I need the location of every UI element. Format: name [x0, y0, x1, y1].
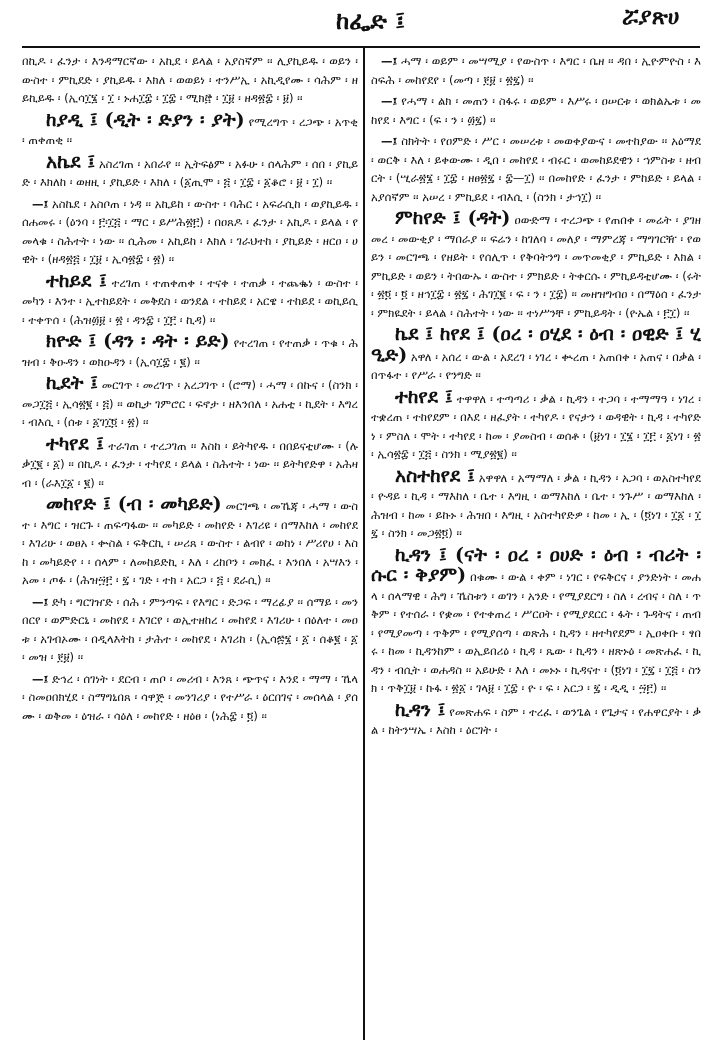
- entry-definition: መርገጥ ፡ መረገጥ ፡ አረጋገጥ ፡ (ሮማ) ፡ ሓማ ፡ በኩና ፡ (ስንክ ፡ መጋ፲፭ ፡ ኢሳ፳፪ ፡ ፭) ፡፡ ወኪታ ገምሮር ፡ ፍኖታ ፡ ዘእንበለ ፡ አሐቲ ፡ ኪደት ፡ እግረ ፡ ብእሲ ፡ (ሰቱ ፡ ፩ገ፲፬ ፡ ፳) ፡፡: [22, 378, 358, 429]
- entry-definition: አዋዋለ ፡ አማማለ ፡ ቃል ፡ ኪዳን ፡ አጋባ ፡ ወአስተካየደ ፡ ዮዳይ ፡ ኪዳ ፡ ማእከለ ፡ ቤተ ፡ እግዚ ፡ ወማእከለ ፡ ቤተ ፡ ንጉሥ ፡ ወማእከለ ፡ ሕዝብ ፡ ከመ ፡ ይኩኑ ፡ ሕዝበ ፡ እግዚ ፡ አስተካየድዎ ፡ ከመ ፡ ኢ ፡ (፬ነገ ፡ ፲፩ ፡ ፲፯ ፡ ስንክ ፡ መጋ፳፬) ፡፡: [371, 470, 701, 540]
- entry-definition: ስክትት ፡ የዐምድ ፡ ሥር ፡ መሠረቱ ፡ መወቀያውና ፡ መተከያው ፡፡ አዕማደ ፡ ወርቅ ፡ እለ ፡ ይቀውሙ ፡ ዲበ ፡ መከየደ ፡ ብሩር ፡ ወመከይደዊን ፡ ኀምስቱ ፡ ዘብርት ፡ (ሢራ፳፮ ፡ ፲፰ ፡ ዘፀ፳፯ ፡ ፰—፲) ፡፡ በመከየድ ፡ ፈንታ ፡ ምከይድ ፡ ይላል ፡ አያሰኛም ፡፡ አሠረ ፡ ምኪይደ ፡ ብእሲ ፡ (ስንክ ፡ ታኅ፲) ፡፡: [371, 134, 701, 204]
- entry-definition: አዋለ ፡ አሰረ ፡ ውል ፡ አደረገ ፡ ነገረ ፡ ቊረጠ ፡ አጠበቀ ፡ አጠና ፡ በቃል ፡ በጥፋተ ፡ የሥራ ፡ የንግድ ፡፡: [371, 349, 701, 382]
- entry-sense-marker: —፤: [381, 94, 398, 108]
- entry-headword: ተከይደ ፤: [46, 269, 107, 292]
- entry-headword: ኪዳን ፤: [395, 698, 446, 721]
- page-header: [0, 0, 718, 46]
- dictionary-entry: [371, 464, 701, 543]
- dictionary-entry: [371, 209, 701, 322]
- entry-headword: ኬደ ፤ ከየደ ፤ (ዐረ ፡ ዐሂደ ፡ ዕብ ፡ ዐዊድ ፤ ሂዒድ): [371, 323, 701, 366]
- column-divider: [363, 48, 365, 1040]
- dictionary-entry: [22, 432, 358, 493]
- dictionary-entry: [22, 593, 358, 667]
- header-rule: [22, 46, 700, 48]
- dictionary-entry: [22, 269, 358, 330]
- page-number: ሯያጽሀ: [622, 4, 680, 30]
- entry-definition: ተዋዋለ ፡ ተጣጣሪ ፡ ቃል ፡ ኪዳን ፡ ተጋባ ፡ ተማማዓ ፡ ነገረ ፡ ተቋረጠ ፡ ተከየደም ፡ በእደ ፡ ዘፈያት ፡ ተካየዶ ፡ የናታን ፡ ወዳዊት ፡ ኪዳ ፡ ተካየድነ ፡ ምስለ ፡ ሞት ፡ ተካየደ ፡ ከመ ፡ ያመስብ ፡ ወሰቶ ፡ (፱ነገ ፡ ፲፮ ፡ ፲፫ ፡ ፩ነገ ፡ ፳ ፡ ኢሳ፳፰ ፡ ፲፭ ፡ ስንክ ፡ ሚያ፳፪) ፡፡: [371, 391, 701, 461]
- entry-sense-marker: —፤: [32, 671, 49, 686]
- entry-definition: አስረገጠ ፡ አበራየ ፡፡ ኢትፍፅም ፡ አፉሁ ፡ ሰላሕም ፡ ሰበ ፡ ያኪይድ ፡ እክለከ ፡ ወዘዚ ፡ ያኪይድ ፡ እክለ ፡ (፩ጢሞ ፡ ፭ ፡ ፲፰ ፡ ፩ቆሮ ፡ ፱ ፡ ፲) ፡፡: [22, 156, 358, 189]
- entry-headword: ክዮድ ፤ (ዳን ፡ ዳት ፡ ይድ): [46, 330, 230, 352]
- dictionary-entry: [22, 374, 358, 432]
- entry-definition: ተራገጠ ፡ ተረጋገጠ ፡፡ እስከ ፡ ይትካየዱ ፡ በበይናቲሆሙ ፡ (ሉቃ፲፪ ፡ ፩) ፡፡ በኪዶ ፡ ፈንታ ፡ ተካየደ ፡ ይላል ፡ ስሕተት ፡ ነው ፡፡ ይትካየድዋ ፡ አሕዛብ ፡ (ራእ፲፩ ፡ ፪) ፡፡: [22, 438, 358, 490]
- entry-headword: ተካየደ ፤: [46, 432, 104, 455]
- entry-headword: ኪደት ፤: [46, 372, 98, 394]
- entry-sense-marker: —፤: [381, 54, 398, 68]
- dictionary-entry: [22, 495, 358, 590]
- dictionary-entry: [371, 132, 701, 206]
- dictionary-entry: [22, 670, 358, 726]
- entry-sense-marker: —፤: [381, 134, 398, 148]
- dictionary-entry: [22, 150, 358, 192]
- dictionary-entry: [22, 195, 358, 269]
- entry-definition: አስኬደ ፡ አስቦጠ ፡ ነዳ ፡፡ አኪይከ ፡ ውስተ ፡ ባሕር ፡ አፍራሲከ ፡ ወያኪይዱ ፡ ሰሐመሩ ፡ (ዕንባ ፡ ፫፡፲፭ ፡ ማር ፡ ይሥሕ፳፫) ፡ በዐጸዶ ፡ ፈንታ ፡ አኪዶ ፡ ይላል ፡ የመላቁ ፡ ስሕተት ፡ ነው ፡፡ ሲሕመ ፡ አኪይከ ፡ እክለ ፡ ገራህተከ ፡ ያኪይድ ፡ ዘርዐ ፡ ሀዊት ፡ (ዘዳ፳፭ ፡ ፲፱ ፡ ኢሳ፳፰ ፡ ፳) ፡፡: [22, 196, 358, 266]
- dictionary-entry: [371, 52, 701, 89]
- left-column: [22, 52, 358, 1040]
- entry-sense-marker: —፤: [32, 594, 49, 609]
- entry-definition: በቁሙ ፡ ውል ፡ ቀም ፡ ነገር ፡ የፍቅርና ፡ ያንድነት ፡ መሐላ ፡ ሰላማዊ ፡ ሕግ ፡ ኼስቱን ፡ ወገን ፡ አንድ ፡ የሚያደርግ ፡ ስለ ፡ ረብና ፡ ስለ ፡ ጥቅም ፡ የተሰራ ፡ የቋመ ፡ የተቀጠረ ፡ ሥርዐት ፡ የሚያደርር ፡ ፋት ፡ ጉዳትና ፡ ጠብ ፡ የሚያመጣ ፡ ጥቅም ፡ የሚያሰጣ ፡ ወጽሕ ፡ ኪዳን ፡ ዘተካየደም ፡ ኢዐቀቡ ፡ ፃበሩ ፡ ከመ ፡ ኪዳንከም ፡ ወኢይበሪዕ ፡ ኪዳ ፡ ጼው ፡ ኪዳን ፡ ዘጽኑዕ ፡ መጽሐፈ ፡ ኪዳን ፡ ብሲት ፡ ወሐዳስ ፡፡ አይሁድ ፡ እለ ፡ መኑኑ ፡ ኪዳናተ ፡ (፬ነገ ፡ ፲፯ ፡ ፲፭ ፡ ስንክ ፡ ጥቅ፲፱ ፡ ኩፋ ፡ ፳፩ ፡ ገላ፱ ፡ ፲፰ ፡ ዮ ፡ ፍ ፡ አርጋ ፡ ፯ ፡ ዲዲ ፡ ፵፫) ፡፡: [371, 570, 701, 695]
- entry-definition: በኪዶ ፡ ፈንታ ፡ እንዳማርኛው ፡ አኪደ ፡ ይላል ፡ አያስኛም ፡፡ ሊያኪይዱ ፡ ወይን ፡ ውስተ ፡ ምኪደድ ፡ ያኪይዱ ፡ እክለ ፡ ወወይነ ፡ ተንሥኢ ፡ አኪዲየሙ ፡ ሳሕም ፡ ዘይኪይዱ ፡ (ኢሳ፲፮ ፡ ፲ ፡ ኑሐ፲፰ ፡ ፲፰ ፡ ሚክ፸ ፡ ፲፱ ፡ ዘዳ፳፰ ፡ ፱) ፡፡: [22, 54, 358, 105]
- right-column: [371, 52, 701, 1040]
- dictionary-entry: [371, 325, 701, 385]
- entry-definition: የሚረግጥ ፡ ረጋጭ ፡ አጥቂ ፡ ጠቀጠቂ ፡፡: [22, 114, 358, 147]
- entry-definition: ድኅረ ፡ ሰገነት ፡ ደርብ ፡ ጠቦ ፡ መሪብ ፡ እንጸ ፡ ጭጥና ፡ እንደ ፡ ማማ ፡ ኼላ ፡ ስመዐበክሂደ ፡ ስማግኒበጸ ፡ ሳዋጅ ፡ መንገሪያ ፡ የተሥራ ፡ ዕርበገና ፡ መሰላል ፡ ያሰሙ ፡ ወቅመ ፡ ዕዝራ ፡ ሳዕለ ፡ መከየድ ፡ ዘዕፀ ፡ (ነሕ፰ ፡ ፬) ፡፡: [22, 671, 358, 723]
- dictionary-entry: [371, 92, 701, 129]
- running-head: ከፌድ ፤: [336, 6, 406, 35]
- entry-headword: ምከየድ ፤ (ዳት): [395, 207, 511, 229]
- dictionary-entry: [22, 332, 358, 371]
- entry-definition: የተረገጠ ፡ የተጠቃ ፡ ጥቁ ፡ ሕዝብ ፡ ቅዑዳን ፡ ወክዑዳን ፡ (ኢሳ፲፰ ፡ ፪) ፡፡: [22, 336, 358, 369]
- dictionary-entry: [371, 385, 701, 464]
- entry-definition: ዐውድማ ፡ ተረጋጭ ፡ የጠበቀ ፡ መሬት ፡ ያገዘመረ ፡ መውቂያ ፡ ማበራያ ፡፡ ፍሬን ፡ ከገለባ ፡ መለያ ፡ ማምረጃ ፡ ማግገርዥ ፡ የወይን ፡ መርገጫ ፡ የዘይት ፡ የሰሊጥ ፡ የቅባትንግ ፡ መጥመቂያ ፡ ምኪይድ ፡ እክል ፡ ምኪይድ ፡ ወይን ፡ ትበውኡ ፡ ውስተ ፡ ምክይድ ፡ ትቀርሱ ፡ ምኪይዳቲሆሙ ፡ (ሩት ፡ ፳፬ ፡ ፬ ፡ ዘኅ፲፰ ፡ ፳፯ ፡ ሕገ፲፪ ፡ ፍ ፡ ን ፡ ፲፰) ፡፡ መዘዝግብዐ ፡ በማዕሰ ፡ ፈንታ ፡ ምክዪደት ፡ ይላል ፡ ስሕተት ፡ ነው ፡፡ ተነሥንቸ ፡ ምኪይዳት ፡ (ዮኤል ፡ ፫፲) ፡፡: [371, 213, 701, 320]
- entry-definition: ድካ ፡ ግርገዠድ ፡ ሰሕ ፡ ምንጣፍ ፡ የእግር ፡ ድጋፍ ፡ ማረፊያ ፡፡ ሰማይ ፡ መንበርየ ፡ ወምድርኒ ፡ መከየደ ፡ እገርየ ፡ ወኢተዘከረ ፡ መከየደ ፡ እገሪሁ ፡ በዕለተ ፡ መዐቱ ፡ አገብኦሙ ፡ በዲላእትከ ፡ ታሕተ ፡ መከየደ ፡ እገሪከ ፡ (ኢሳ፷፮ ፡ ፩ ፡ ሰቆ፪ ፡ ፩ ፡ መዝ ፡ ፻፱) ፡፡: [22, 594, 358, 664]
- entry-headword: አስተከየደ ፤: [395, 464, 475, 487]
- entry-definition: ሓማ ፡ ወይም ፡ መሣሚያ ፡ የውስጥ ፡ እግር ፡ ቤዘ ፡፡ ዳበ ፡ ኢዮምዮስ ፡ እስፍሕ ፡ መከየደየ ፡ (መጣ ፡ ፻፱ ፡ ፳፯) ፡፡: [371, 54, 701, 87]
- entry-definition: መርገጫ ፡ መኼጃ ፡ ሓማ ፡ ውስተ ፡ እግር ፡ ዝርጉ ፡ ጠፍጣፋው ፡፡ መካይድ ፡ መከየድ ፡ እገሪዩ ፡ በማእከለ ፡ መከየደ ፡ እገሪሁ ፡ ወፀአ ፡ ቍስል ፡ ፍቅርኪ ፡ ሠሪጸ ፡ ውስተ ፡ ልብየ ፡ ወከነ ፡ ሥሪየሀ ፡ እስከ ፡ መካይድየ ፡ ፡ ሰላም ፡ ለመከይድኪ ፡ እለ ፡ ረከቦን ፡ መክፈ ፡ እንበለ ፡ አሣእን ፡ አመ ፡ ጦፉ ፡ (ሕዝ፵፫ ፡ ፯ ፡ ገድ ፡ ተክ ፡ አርጋ ፡ ፭ ፡ ደራሲ) ፡፡: [22, 499, 358, 587]
- entry-headword: ከያዲ ፤ (ዲት ፡ ድያን ፡ ያት): [46, 108, 245, 131]
- entry-sense-marker: —፤: [32, 196, 49, 211]
- entry-headword: ኪዳን ፤ (ናት ፡ ዐረ ፡ ዐሀድ ፡ ዕብ ፡ ብሪት ፡ ሱር ፡ ቅያም): [371, 543, 701, 586]
- dictionary-entry: [22, 108, 358, 150]
- entry-headword: ተከየደ ፤: [395, 385, 453, 408]
- entry-definition: ተረገጠ ፡ ተጠቀጠቀ ፡ ተናቀ ፡ ተጠቃ ፡ ተጨቈነ ፡ ውስተ ፡ መካን ፡ እንተ ፡ ኢተከይደት ፡ መቅደስ ፡ ወንደል ፡ ተከይደ ፡ አርዌ ፡ ተከይደ ፡ ወኪይሲ ፡ ተቀጥሰ ፡ (ሕዝ፴፱ ፡ ፳ ፡ ዳን፰ ፡ ፲፫ ፡ ኪዳ) ፡፡: [22, 275, 358, 327]
- dictionary-entry: [371, 543, 701, 698]
- dictionary-entry: [371, 698, 701, 740]
- dictionary-entry: [22, 52, 358, 108]
- entry-definition: የሓማ ፡ ልክ ፡ መጠን ፡ ስፋሩ ፡ ወይም ፡ እሥሩ ፡ ዐሠርቱ ፡ ወክልኤቱ ፡ መከየደ ፡ እግር ፡ (ፍ ፡ ን ፡ ፴፯) ፡፡: [371, 94, 701, 127]
- entry-headword: መከየድ ፤ (ብ ፡ መካይድ): [46, 493, 222, 515]
- entry-definition: የመጽሐፍ ፡ ስም ፡ ተረፈ ፡ ወንጌል ፡ የጌታና ፡ የሐዋርያት ፡ ቃል ፡ ከትንሣኤ ፡ እስከ ፡ ዕርገት ፡: [371, 704, 701, 737]
- entry-headword: አኬደ ፤: [46, 150, 96, 173]
